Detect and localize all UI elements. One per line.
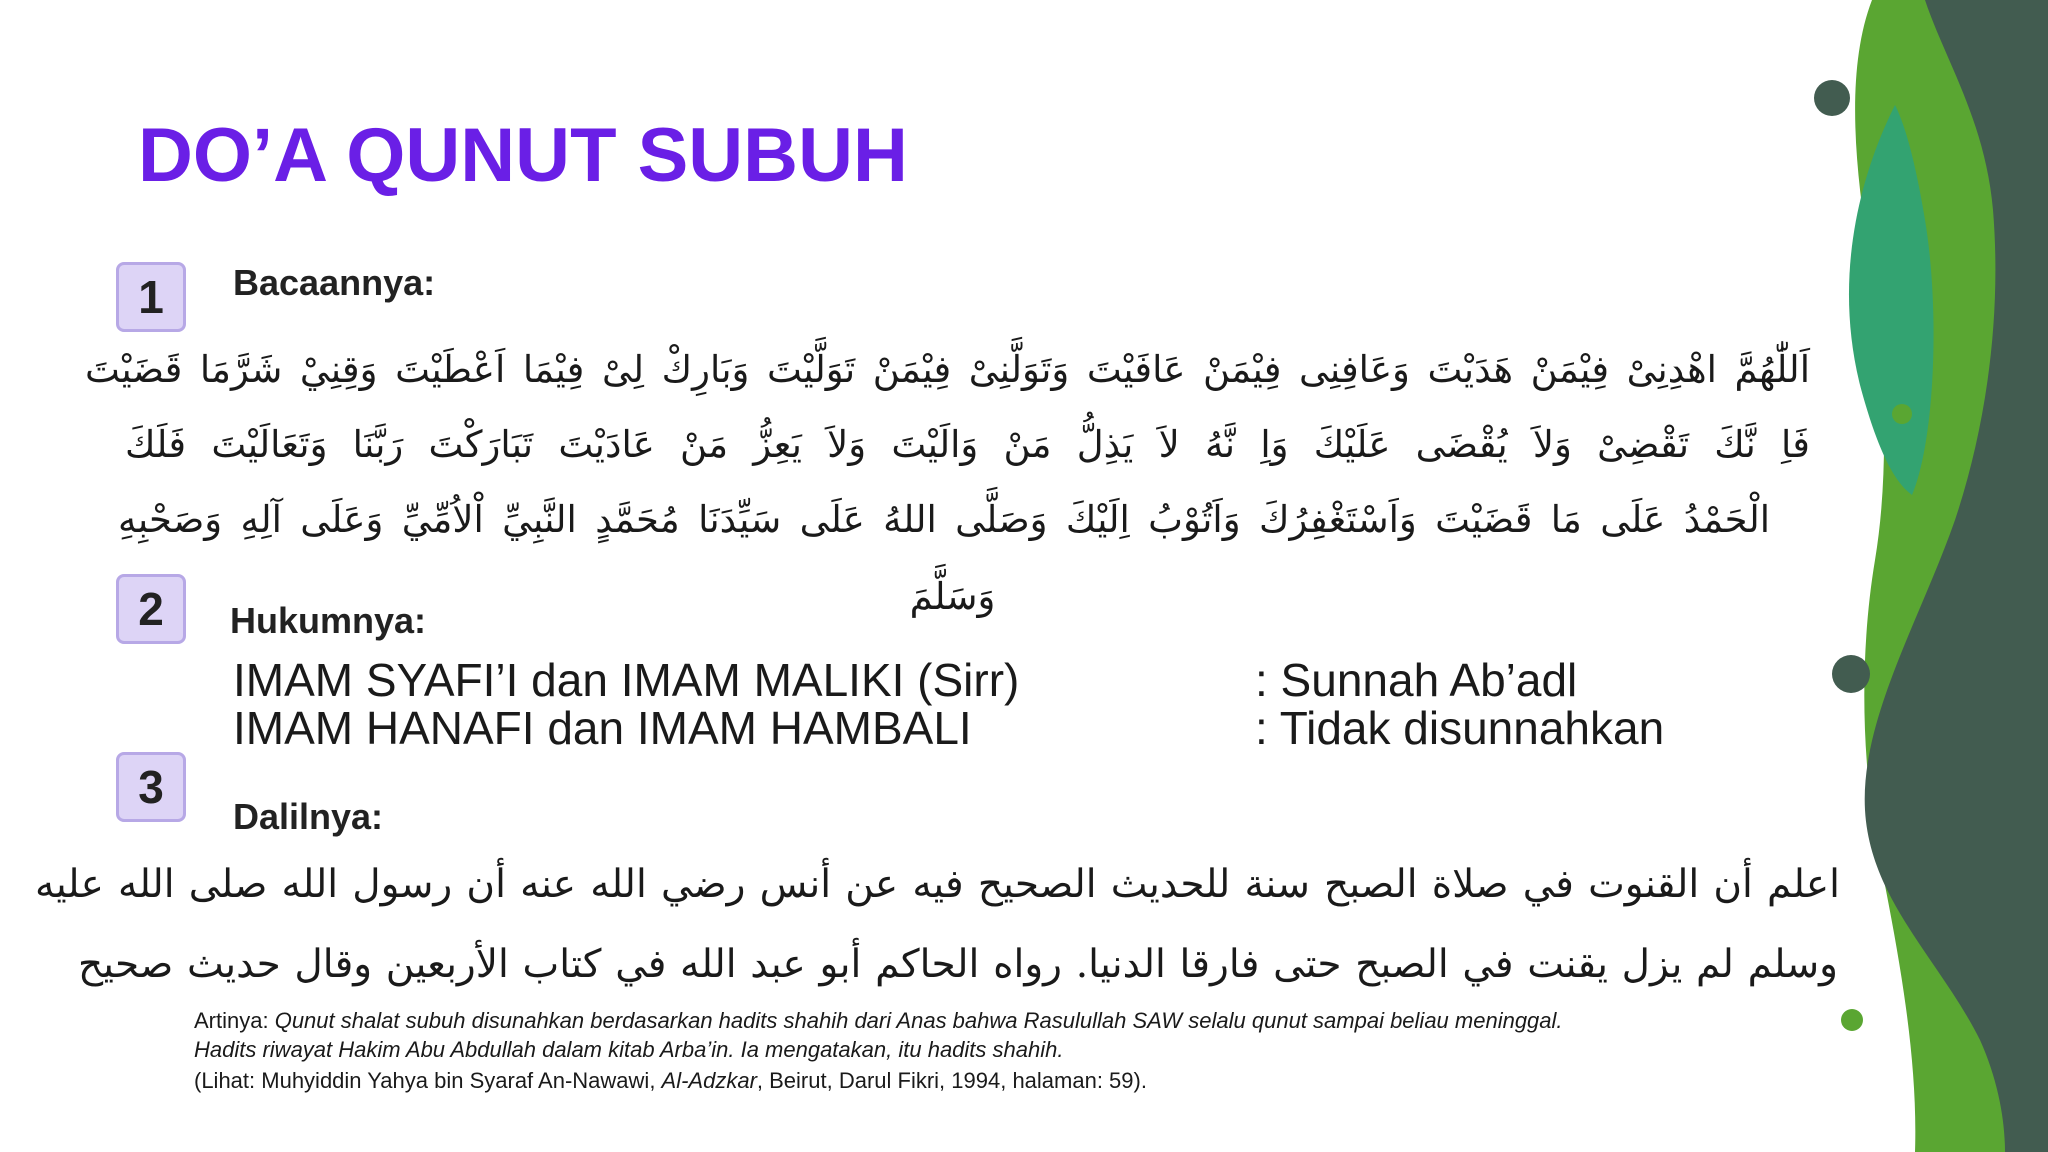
reference-text: , Beirut, Darul Fikri, 1994, halaman: 59). xyxy=(756,1068,1147,1093)
dark-dot xyxy=(1814,80,1850,116)
translation-line xyxy=(194,1037,1063,1063)
dalil-arabic-line: اعلم أن القنوت في صلاة الصبح سنة للحديث الصحيح فيه عن أنس رضي الله عنه أن رسول الله صلى الله عليه xyxy=(35,862,1840,907)
doa-arabic-line: فَاِ نَّكَ تَقْضِىْ وَلاَ يُقْضَى عَلَيْكَ وَاِ نَّهُ لاَ يَذِلُّ مَنْ وَالَيْتَ وَلاَ يَعِزُّ مَنْ عَادَيْتَ تَبَارَكْتَ رَبَّنَا وَتَعَالَيْتَ فَلَكَ xyxy=(125,423,1810,466)
dark-dot xyxy=(1832,655,1870,693)
section-number-badge: 1 xyxy=(116,262,186,332)
translation-prefix: Artinya: xyxy=(194,1008,275,1033)
translation-text: Hadits riwayat Hakim Abu Abdullah dalam kitab Arba’in. Ia mengatakan, itu hadits shahih. xyxy=(194,1037,1064,1062)
section-number-badge: 3 xyxy=(116,752,186,822)
doa-arabic-line: اَللّٰهُمَّ اهْدِنِىْ فِيْمَنْ هَدَيْتَ وَعَافِنِى فِيْمَنْ عَافَيْتَ وَتَوَلَّنِىْ فِيْمَنْ تَوَلَّيْتَ وَبَارِكْ لِىْ فِيْمَا اَعْطَيْتَ وَقِنِيْ شَرَّمَا قَضَيْتَ xyxy=(85,348,1810,391)
section-label-bacaan: Bacaannya: xyxy=(233,262,436,303)
slide-title: DO’A QUNUT SUBUH xyxy=(138,113,908,198)
dalil-arabic-line: وسلم لم يزل يقنت في الصبح حتى فارقا الدنيا. رواه الحاكم أبو عبد الله في كتاب الأربعين وقال حديث صحيح xyxy=(78,942,1838,987)
reference-text: (Lihat: Muhyiddin Yahya bin Syaraf An-Nawawi, xyxy=(194,1068,662,1093)
ruling-value: : Tidak disunnahkan xyxy=(1255,702,1665,754)
section-label-hukum: Hukumnya: xyxy=(230,600,427,641)
reference-book-title: Al-Adzkar xyxy=(661,1068,757,1093)
lime-dot xyxy=(1841,1009,1863,1031)
doa-arabic-line: وَسَلَّمَ xyxy=(909,575,996,618)
translation-text: Qunut shalat subuh disunahkan berdasarkan hadits shahih dari Anas bahwa Rasulullah SAW selalu qunut sampai beliau meninggal. xyxy=(274,1008,1563,1033)
ruling-madhhab: IMAM SYAFI’I dan IMAM MALIKI (Sirr) xyxy=(233,654,1020,706)
ruling-value: : Sunnah Ab’adl xyxy=(1255,654,1578,706)
ruling-madhhab: IMAM HANAFI dan IMAM HAMBALI xyxy=(233,702,972,754)
section-number-badge: 2 xyxy=(116,574,186,644)
reference-line xyxy=(194,1068,1147,1094)
doa-arabic-line: الْحَمْدُ عَلَى مَا قَضَيْتَ وَاَسْتَغْفِرُكَ وَاَتُوْبُ اِلَيْكَ وَصَلَّى اللهُ عَلَى سَيِّدَنَا مُحَمَّدٍ النَّبِيِّ اْلاُمِّيِّ وَعَلَى آلِهِ وَصَحْبِهِ xyxy=(118,498,1770,541)
translation-line xyxy=(194,1008,1563,1034)
section-label-dalil: Dalilnya: xyxy=(233,796,384,837)
lime-dot xyxy=(1892,404,1912,424)
